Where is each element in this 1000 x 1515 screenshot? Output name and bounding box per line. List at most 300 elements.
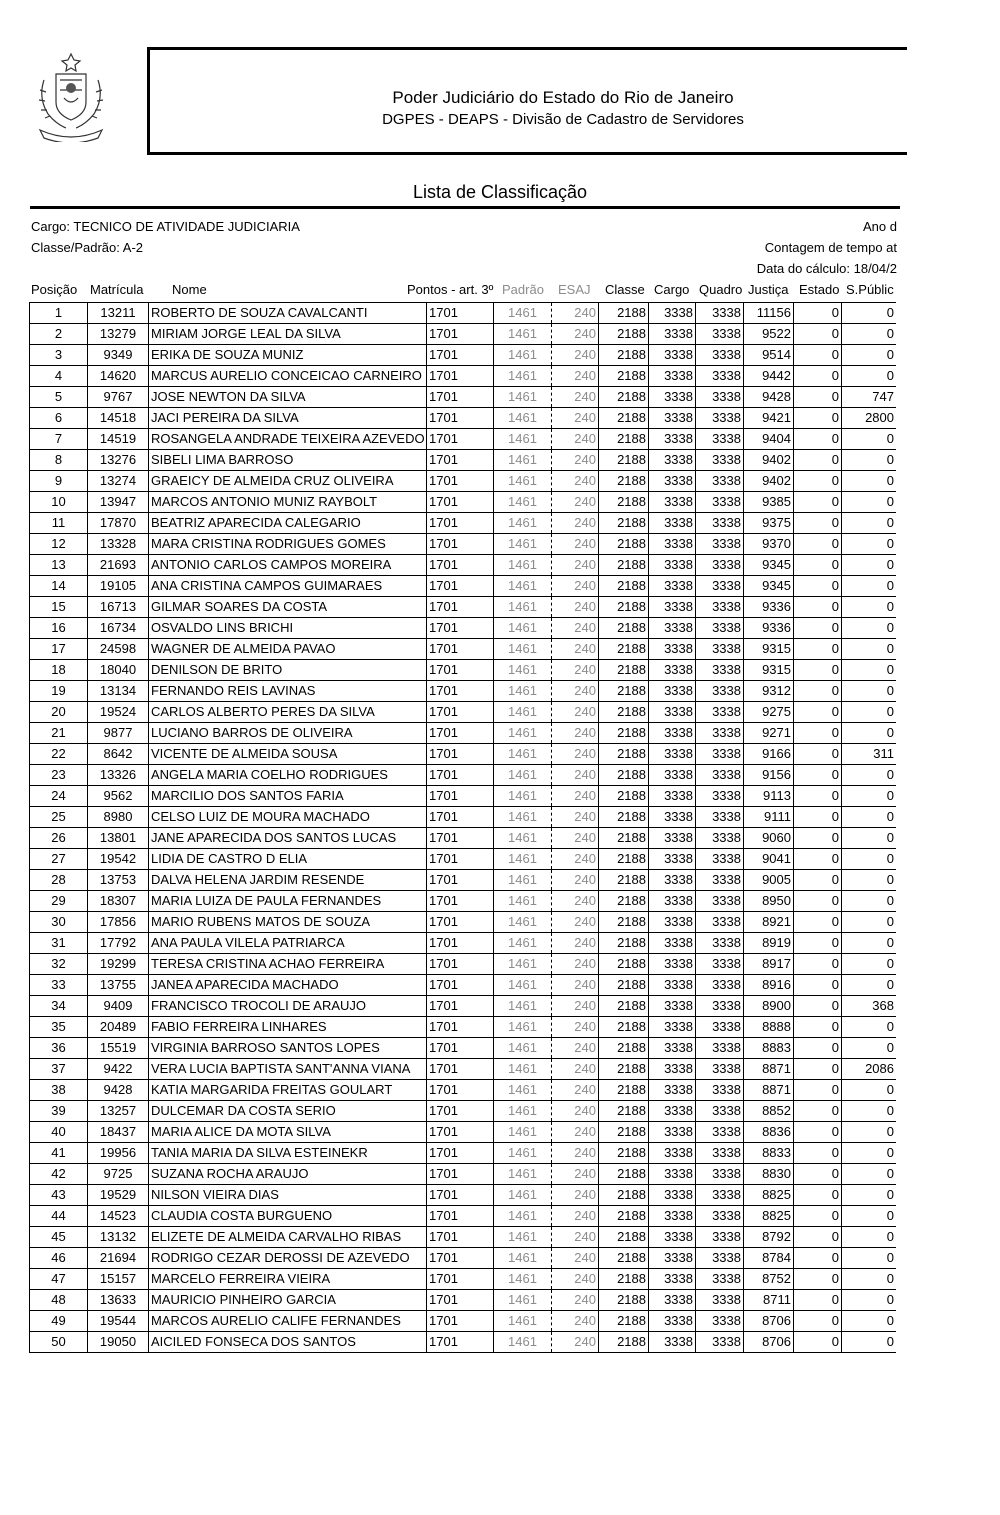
cell-posicao: 39 — [30, 1101, 88, 1122]
cell-estado: 0 — [794, 1080, 842, 1101]
cell-nome: VERA LUCIA BAPTISTA SANT'ANNA VIANA — [149, 1059, 427, 1080]
cell-spublic: 0 — [842, 807, 897, 828]
cell-estado: 0 — [794, 786, 842, 807]
cell-esaj: 240 — [552, 807, 599, 828]
header-box — [147, 47, 907, 155]
classe-label: Classe/Padrão: A-2 — [31, 240, 144, 255]
table-row — [30, 450, 897, 471]
cell-nome: ANTONIO CARLOS CAMPOS MOREIRA — [149, 555, 427, 576]
cell-posicao: 8 — [30, 450, 88, 471]
cell-estado: 0 — [794, 1059, 842, 1080]
cell-classe: 2188 — [599, 1059, 649, 1080]
cell-estado: 0 — [794, 891, 842, 912]
cell-justica: 9402 — [744, 471, 794, 492]
cell-posicao: 24 — [30, 786, 88, 807]
cell-posicao: 34 — [30, 996, 88, 1017]
cell-spublic: 0 — [842, 471, 897, 492]
cell-spublic: 0 — [842, 1290, 897, 1311]
cell-pontos: 1701 — [427, 1269, 494, 1290]
cell-pontos: 1701 — [427, 429, 494, 450]
cell-posicao: 12 — [30, 534, 88, 555]
cell-pontos: 1701 — [427, 618, 494, 639]
cell-pontos: 1701 — [427, 786, 494, 807]
cell-quadro: 3338 — [696, 996, 744, 1017]
cell-nome: CLAUDIA COSTA BURGUENO — [149, 1206, 427, 1227]
cell-padrao: 1461 — [494, 933, 552, 954]
cell-estado: 0 — [794, 597, 842, 618]
cell-nome: MARIA ALICE DA MOTA SILVA — [149, 1122, 427, 1143]
cell-matricula: 13753 — [88, 870, 149, 891]
cell-cargo: 3338 — [649, 807, 696, 828]
cell-justica: 9522 — [744, 324, 794, 345]
cell-cargo: 3338 — [649, 1185, 696, 1206]
cell-matricula: 13134 — [88, 681, 149, 702]
cell-padrao: 1461 — [494, 471, 552, 492]
cell-estado: 0 — [794, 1290, 842, 1311]
cell-spublic: 0 — [842, 660, 897, 681]
cell-nome: KATIA MARGARIDA FREITAS GOULART — [149, 1080, 427, 1101]
cell-matricula: 13211 — [88, 303, 149, 324]
cell-padrao: 1461 — [494, 639, 552, 660]
cell-esaj: 240 — [552, 1143, 599, 1164]
cell-padrao: 1461 — [494, 513, 552, 534]
cell-cargo: 3338 — [649, 618, 696, 639]
cell-spublic: 0 — [842, 1164, 897, 1185]
cell-justica: 9275 — [744, 702, 794, 723]
cell-matricula: 9725 — [88, 1164, 149, 1185]
cell-estado: 0 — [794, 429, 842, 450]
cell-cargo: 3338 — [649, 576, 696, 597]
cell-spublic: 0 — [842, 870, 897, 891]
cell-esaj: 240 — [552, 555, 599, 576]
cell-matricula: 24598 — [88, 639, 149, 660]
cell-cargo: 3338 — [649, 1290, 696, 1311]
table-row — [30, 492, 897, 513]
cell-quadro: 3338 — [696, 1017, 744, 1038]
cell-nome: ROSANGELA ANDRADE TEIXEIRA AZEVEDO — [149, 429, 427, 450]
table-row — [30, 618, 897, 639]
cell-spublic: 311 — [842, 744, 897, 765]
cell-justica: 9370 — [744, 534, 794, 555]
cell-classe: 2188 — [599, 1227, 649, 1248]
cell-esaj: 240 — [552, 1185, 599, 1206]
cell-classe: 2188 — [599, 618, 649, 639]
cell-classe: 2188 — [599, 1290, 649, 1311]
cell-quadro: 3338 — [696, 1038, 744, 1059]
cell-classe: 2188 — [599, 954, 649, 975]
cell-quadro: 3338 — [696, 597, 744, 618]
ano-label: Ano d — [863, 219, 897, 234]
cell-esaj: 240 — [552, 1248, 599, 1269]
cell-pontos: 1701 — [427, 639, 494, 660]
cell-quadro: 3338 — [696, 870, 744, 891]
cell-pontos: 1701 — [427, 534, 494, 555]
table-row — [30, 1332, 897, 1353]
cell-nome: JANE APARECIDA DOS SANTOS LUCAS — [149, 828, 427, 849]
cell-nome: TERESA CRISTINA ACHAO FERREIRA — [149, 954, 427, 975]
cell-cargo: 3338 — [649, 702, 696, 723]
cell-nome: GILMAR SOARES DA COSTA — [149, 597, 427, 618]
table-row — [30, 870, 897, 891]
cell-posicao: 31 — [30, 933, 88, 954]
cell-matricula: 19544 — [88, 1311, 149, 1332]
cell-esaj: 240 — [552, 1017, 599, 1038]
cell-justica: 8836 — [744, 1122, 794, 1143]
cell-spublic: 0 — [842, 933, 897, 954]
cell-pontos: 1701 — [427, 1080, 494, 1101]
cell-quadro: 3338 — [696, 723, 744, 744]
cell-classe: 2188 — [599, 828, 649, 849]
cell-matricula: 17792 — [88, 933, 149, 954]
cell-matricula: 13279 — [88, 324, 149, 345]
cell-posicao: 5 — [30, 387, 88, 408]
cell-cargo: 3338 — [649, 429, 696, 450]
cell-justica: 9514 — [744, 345, 794, 366]
cell-spublic: 368 — [842, 996, 897, 1017]
cell-estado: 0 — [794, 471, 842, 492]
cell-pontos: 1701 — [427, 1017, 494, 1038]
cell-padrao: 1461 — [494, 408, 552, 429]
org-division: DGPES - DEAPS - Divisão de Cadastro de Servidores — [382, 111, 744, 128]
table-row — [30, 1290, 897, 1311]
cell-nome: WAGNER DE ALMEIDA PAVAO — [149, 639, 427, 660]
cell-matricula: 14620 — [88, 366, 149, 387]
cell-pontos: 1701 — [427, 387, 494, 408]
cell-cargo: 3338 — [649, 933, 696, 954]
cell-justica: 8950 — [744, 891, 794, 912]
cell-esaj: 240 — [552, 681, 599, 702]
cell-estado: 0 — [794, 912, 842, 933]
cell-classe: 2188 — [599, 1101, 649, 1122]
cell-classe: 2188 — [599, 912, 649, 933]
table-row — [30, 576, 897, 597]
cell-posicao: 4 — [30, 366, 88, 387]
cell-esaj: 240 — [552, 534, 599, 555]
cell-padrao: 1461 — [494, 1269, 552, 1290]
cell-spublic: 0 — [842, 912, 897, 933]
cell-posicao: 26 — [30, 828, 88, 849]
cell-classe: 2188 — [599, 408, 649, 429]
cell-cargo: 3338 — [649, 681, 696, 702]
table-row — [30, 975, 897, 996]
cell-padrao: 1461 — [494, 324, 552, 345]
cell-spublic: 0 — [842, 1311, 897, 1332]
cell-pontos: 1701 — [427, 303, 494, 324]
cell-padrao: 1461 — [494, 807, 552, 828]
cell-pontos: 1701 — [427, 1227, 494, 1248]
cell-spublic: 0 — [842, 345, 897, 366]
cell-padrao: 1461 — [494, 555, 552, 576]
cell-estado: 0 — [794, 345, 842, 366]
table-row — [30, 828, 897, 849]
cell-estado: 0 — [794, 807, 842, 828]
cell-esaj: 240 — [552, 576, 599, 597]
cell-cargo: 3338 — [649, 975, 696, 996]
cell-spublic: 0 — [842, 1269, 897, 1290]
cell-esaj: 240 — [552, 450, 599, 471]
cell-matricula: 18040 — [88, 660, 149, 681]
cell-posicao: 27 — [30, 849, 88, 870]
table-row — [30, 324, 897, 345]
cell-spublic: 0 — [842, 1185, 897, 1206]
table-row — [30, 1017, 897, 1038]
cell-classe: 2188 — [599, 1248, 649, 1269]
cell-cargo: 3338 — [649, 597, 696, 618]
cell-cargo: 3338 — [649, 639, 696, 660]
cell-esaj: 240 — [552, 849, 599, 870]
table-row — [30, 555, 897, 576]
cell-quadro: 3338 — [696, 303, 744, 324]
cell-quadro: 3338 — [696, 1059, 744, 1080]
cell-quadro: 3338 — [696, 1185, 744, 1206]
cell-nome: FRANCISCO TROCOLI DE ARAUJO — [149, 996, 427, 1017]
cell-justica: 9166 — [744, 744, 794, 765]
cell-justica: 8852 — [744, 1101, 794, 1122]
col-classe: Classe — [605, 282, 645, 297]
table-row — [30, 891, 897, 912]
cell-matricula: 13328 — [88, 534, 149, 555]
cell-padrao: 1461 — [494, 828, 552, 849]
cell-classe: 2188 — [599, 471, 649, 492]
cell-pontos: 1701 — [427, 828, 494, 849]
table-row — [30, 1269, 897, 1290]
cell-nome: SUZANA ROCHA ARAUJO — [149, 1164, 427, 1185]
cell-justica: 8711 — [744, 1290, 794, 1311]
cell-pontos: 1701 — [427, 870, 494, 891]
cell-spublic: 0 — [842, 1122, 897, 1143]
col-nome: Nome — [172, 282, 207, 297]
cell-estado: 0 — [794, 996, 842, 1017]
table-row — [30, 933, 897, 954]
cell-pontos: 1701 — [427, 1038, 494, 1059]
cell-esaj: 240 — [552, 828, 599, 849]
cell-padrao: 1461 — [494, 1206, 552, 1227]
cell-posicao: 38 — [30, 1080, 88, 1101]
cell-quadro: 3338 — [696, 471, 744, 492]
cell-classe: 2188 — [599, 1143, 649, 1164]
cell-classe: 2188 — [599, 807, 649, 828]
cell-padrao: 1461 — [494, 576, 552, 597]
cell-posicao: 22 — [30, 744, 88, 765]
table-row — [30, 303, 897, 324]
cell-padrao: 1461 — [494, 912, 552, 933]
cell-matricula: 14523 — [88, 1206, 149, 1227]
cell-matricula: 18437 — [88, 1122, 149, 1143]
cell-posicao: 13 — [30, 555, 88, 576]
cell-cargo: 3338 — [649, 1101, 696, 1122]
cell-posicao: 36 — [30, 1038, 88, 1059]
cell-justica: 9402 — [744, 450, 794, 471]
cell-nome: MARCILIO DOS SANTOS FARIA — [149, 786, 427, 807]
col-quadro: Quadro — [699, 282, 743, 297]
cell-cargo: 3338 — [649, 1080, 696, 1101]
cell-matricula: 13947 — [88, 492, 149, 513]
cell-classe: 2188 — [599, 1017, 649, 1038]
cell-estado: 0 — [794, 1227, 842, 1248]
cell-pontos: 1701 — [427, 555, 494, 576]
cell-posicao: 44 — [30, 1206, 88, 1227]
cell-cargo: 3338 — [649, 450, 696, 471]
cell-cargo: 3338 — [649, 303, 696, 324]
cell-cargo: 3338 — [649, 1269, 696, 1290]
cell-spublic: 0 — [842, 723, 897, 744]
cell-pontos: 1701 — [427, 891, 494, 912]
cell-spublic: 0 — [842, 597, 897, 618]
cell-padrao: 1461 — [494, 723, 552, 744]
cell-esaj: 240 — [552, 933, 599, 954]
cell-esaj: 240 — [552, 1311, 599, 1332]
cell-spublic: 2086 — [842, 1059, 897, 1080]
cell-estado: 0 — [794, 975, 842, 996]
cell-cargo: 3338 — [649, 1164, 696, 1185]
table-row — [30, 639, 897, 660]
cell-matricula: 13633 — [88, 1290, 149, 1311]
cell-esaj: 240 — [552, 513, 599, 534]
cell-cargo: 3338 — [649, 471, 696, 492]
cell-spublic: 0 — [842, 891, 897, 912]
cell-classe: 2188 — [599, 1206, 649, 1227]
cell-pontos: 1701 — [427, 1059, 494, 1080]
cell-quadro: 3338 — [696, 534, 744, 555]
cell-quadro: 3338 — [696, 1332, 744, 1353]
cell-justica: 8916 — [744, 975, 794, 996]
cell-justica: 8752 — [744, 1269, 794, 1290]
cell-justica: 9005 — [744, 870, 794, 891]
cell-cargo: 3338 — [649, 1206, 696, 1227]
cell-pontos: 1701 — [427, 744, 494, 765]
cell-justica: 9345 — [744, 576, 794, 597]
cell-esaj: 240 — [552, 1101, 599, 1122]
cell-padrao: 1461 — [494, 870, 552, 891]
cell-classe: 2188 — [599, 639, 649, 660]
cell-posicao: 48 — [30, 1290, 88, 1311]
cell-quadro: 3338 — [696, 1143, 744, 1164]
cell-estado: 0 — [794, 303, 842, 324]
cell-padrao: 1461 — [494, 1290, 552, 1311]
cell-nome: ROBERTO DE SOUZA CAVALCANTI — [149, 303, 427, 324]
cell-spublic: 0 — [842, 450, 897, 471]
cell-matricula: 9562 — [88, 786, 149, 807]
cell-justica: 8830 — [744, 1164, 794, 1185]
cell-justica: 8919 — [744, 933, 794, 954]
cell-justica: 8833 — [744, 1143, 794, 1164]
table-row — [30, 765, 897, 786]
cell-posicao: 21 — [30, 723, 88, 744]
cell-nome: GRAEICY DE ALMEIDA CRUZ OLIVEIRA — [149, 471, 427, 492]
cell-spublic: 0 — [842, 555, 897, 576]
cell-cargo: 3338 — [649, 513, 696, 534]
cell-classe: 2188 — [599, 681, 649, 702]
cell-esaj: 240 — [552, 1122, 599, 1143]
cell-padrao: 1461 — [494, 1248, 552, 1269]
cell-cargo: 3338 — [649, 744, 696, 765]
cell-nome: DENILSON DE BRITO — [149, 660, 427, 681]
cell-pontos: 1701 — [427, 1143, 494, 1164]
cell-justica: 8900 — [744, 996, 794, 1017]
cell-nome: JANEA APARECIDA MACHADO — [149, 975, 427, 996]
cell-matricula: 13755 — [88, 975, 149, 996]
cell-matricula: 13132 — [88, 1227, 149, 1248]
cell-esaj: 240 — [552, 366, 599, 387]
cell-estado: 0 — [794, 1038, 842, 1059]
cell-esaj: 240 — [552, 1290, 599, 1311]
cell-classe: 2188 — [599, 891, 649, 912]
cell-quadro: 3338 — [696, 576, 744, 597]
table-row — [30, 366, 897, 387]
cell-spublic: 0 — [842, 1017, 897, 1038]
col-esaj: ESAJ — [558, 282, 591, 297]
cell-matricula: 19542 — [88, 849, 149, 870]
cell-cargo: 3338 — [649, 786, 696, 807]
cell-estado: 0 — [794, 513, 842, 534]
cell-matricula: 16713 — [88, 597, 149, 618]
cell-pontos: 1701 — [427, 408, 494, 429]
cell-classe: 2188 — [599, 429, 649, 450]
cell-spublic: 0 — [842, 534, 897, 555]
cell-posicao: 37 — [30, 1059, 88, 1080]
table-row — [30, 702, 897, 723]
cell-matricula: 9428 — [88, 1080, 149, 1101]
cell-pontos: 1701 — [427, 723, 494, 744]
cell-padrao: 1461 — [494, 387, 552, 408]
cell-classe: 2188 — [599, 387, 649, 408]
cell-esaj: 240 — [552, 765, 599, 786]
cell-cargo: 3338 — [649, 1248, 696, 1269]
cell-padrao: 1461 — [494, 1059, 552, 1080]
cell-esaj: 240 — [552, 471, 599, 492]
cell-justica: 8888 — [744, 1017, 794, 1038]
table-row — [30, 1101, 897, 1122]
cell-quadro: 3338 — [696, 1290, 744, 1311]
col-spublic-clip — [846, 282, 897, 297]
cell-posicao: 40 — [30, 1122, 88, 1143]
cell-nome: MARA CRISTINA RODRIGUES GOMES — [149, 534, 427, 555]
cell-padrao: 1461 — [494, 954, 552, 975]
cell-posicao: 19 — [30, 681, 88, 702]
cell-classe: 2188 — [599, 786, 649, 807]
cell-pontos: 1701 — [427, 975, 494, 996]
cell-quadro: 3338 — [696, 1101, 744, 1122]
cell-padrao: 1461 — [494, 1311, 552, 1332]
cell-cargo: 3338 — [649, 891, 696, 912]
cell-classe: 2188 — [599, 1122, 649, 1143]
cell-classe: 2188 — [599, 933, 649, 954]
cell-nome: MIRIAM JORGE LEAL DA SILVA — [149, 324, 427, 345]
cell-spublic: 0 — [842, 1101, 897, 1122]
cell-matricula: 17856 — [88, 912, 149, 933]
cell-estado: 0 — [794, 1206, 842, 1227]
cell-spublic: 0 — [842, 1206, 897, 1227]
cell-cargo: 3338 — [649, 765, 696, 786]
cell-quadro: 3338 — [696, 828, 744, 849]
cell-nome: MARIA LUIZA DE PAULA FERNANDES — [149, 891, 427, 912]
cell-justica: 9375 — [744, 513, 794, 534]
cell-esaj: 240 — [552, 975, 599, 996]
table-row — [30, 1206, 897, 1227]
cell-nome: BEATRIZ APARECIDA CALEGARIO — [149, 513, 427, 534]
cell-quadro: 3338 — [696, 450, 744, 471]
cell-padrao: 1461 — [494, 1101, 552, 1122]
table-row — [30, 1038, 897, 1059]
cell-classe: 2188 — [599, 576, 649, 597]
cell-quadro: 3338 — [696, 891, 744, 912]
cell-matricula: 19524 — [88, 702, 149, 723]
cell-estado: 0 — [794, 492, 842, 513]
cell-pontos: 1701 — [427, 324, 494, 345]
cell-estado: 0 — [794, 660, 842, 681]
cell-cargo: 3338 — [649, 723, 696, 744]
cell-posicao: 33 — [30, 975, 88, 996]
